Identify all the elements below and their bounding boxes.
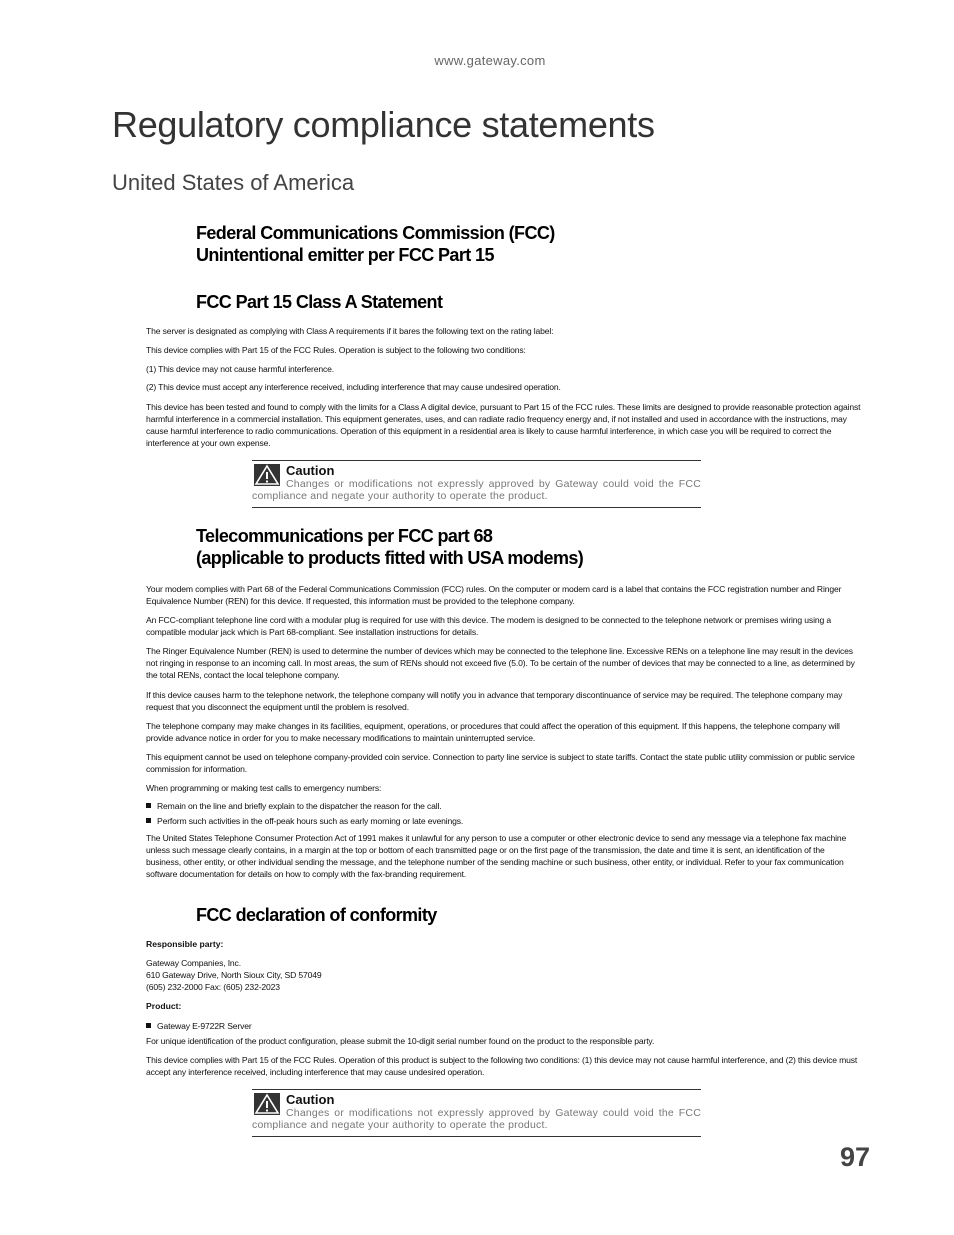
fcc15-heading-line2: Unintentional emitter per FCC Part 15 [196, 245, 494, 265]
fcc68-paragraph-8: The United States Telephone Consumer Protection Act of 1991 makes it unlawful for any person to use a computer or other electronic device to send any message via a telephone fax machine unless such message clearly contains, in a margin at the top or bottom of each transmitted page or on the first page of the transmission, the date and time it is sent, an identification of the business, other entity, or other individual sending the message, and the telephone number of the sending machine or such business, other entity, or individual. Refer to your fax communication software documentation for details on how to comply with the fax-branding requirement. [146, 833, 847, 879]
fcc68-paragraph-3: The Ringer Equivalence Number (REN) is used to determine the number of devices which may be connected to the telephone line. Excessive RENs on a telephone line may result in the devices not ringing in response to an incoming call. In most areas, the sum of RENs should not exceed five (5.0). To be certain of the number of devices that may be connected to a line, as determined by the total RENs, contact the local telephone company. [146, 646, 855, 680]
fcc15-paragraph-3: (1) This device may not cause harmful interference. [146, 364, 335, 374]
fcc68-paragraph-4: If this device causes harm to the telephone network, the telephone company will notify you in advance that temporary discontinuance of service may be required. The telephone company may request that you disconnect the equipment until the problem is resolved. [146, 690, 843, 712]
conformity-heading: FCC declaration of conformity [196, 905, 437, 925]
section-title: United States of America [112, 170, 355, 195]
caution-box [252, 1089, 701, 1137]
fcc15-heading [196, 222, 555, 266]
fcc68-heading [196, 525, 583, 569]
fcc15-paragraph-5: This device has been tested and found to comply with the limits for a Class A digital device, pursuant to Part 15 of the FCC rules. These limits are designed to provide reasonable protection against harmful interference in a commercial installation. This equipment generates, uses, and can radiate radio frequency energy and, if not installed and used in accordance with the instructions, may cause harmful interference to radio communications. Operation of this equipment in a residential area is likely to cause harmful interference, in which case you will be required to correct the interference at your own expense. [146, 402, 861, 448]
address-line-2: 610 Gateway Drive, North Sioux City, SD 57049 [146, 970, 322, 980]
site-url: www.gateway.com [434, 53, 546, 68]
page-number: 97 [840, 1142, 871, 1172]
list-item [146, 815, 463, 827]
address-line-1: Gateway Companies, Inc. [146, 958, 241, 968]
bullet-square-icon [146, 818, 151, 823]
bullet-square-icon [146, 803, 151, 808]
caution-text: Changes or modifications not expressly approved by Gateway could void the FCC compliance and negate your authority to operate the product. [252, 1107, 701, 1131]
fcc68-heading-line1: Telecommunications per FCC part 68 [196, 526, 493, 546]
page-title: Regulatory compliance statements [112, 104, 655, 145]
responsible-party-address [146, 957, 861, 993]
fcc68-paragraph-1: Your modem complies with Part 68 of the Federal Communications Commission (FCC) rules. On the computer or modem card is a label that contains the FCC registration number and Ringer Equivalence Number (REN) for this device. If requested, this information must be provided to the telephone company. [146, 584, 842, 606]
list-item [146, 1020, 252, 1032]
fcc15-heading-line1: Federal Communications Commission (FCC) [196, 223, 555, 243]
responsible-party-label: Responsible party: [146, 939, 224, 949]
fcc15-paragraph-4: (2) This device must accept any interference received, including interference that may cause undesired operation. [146, 382, 561, 392]
fcc15-paragraph-2: This device complies with Part 15 of the FCC Rules. Operation is subject to the following two conditions: [146, 345, 526, 355]
caution-title: Caution [286, 1092, 335, 1107]
caution-text: Changes or modifications not expressly approved by Gateway could void the FCC compliance and negate your authority to operate the product. [252, 478, 701, 502]
fcc68-heading-line2: (applicable to products fitted with USA modems) [196, 548, 584, 568]
product-label: Product: [146, 1001, 182, 1011]
conformity-paragraph-2: This device complies with Part 15 of the FCC Rules. Operation of this product is subject to the following two conditions: (1) this device may not cause harmful interference, and (2) this device must accept any interference received, including interference that may cause undesired operation. [146, 1055, 858, 1077]
caution-box [252, 460, 701, 508]
caution-title: Caution [286, 463, 335, 478]
fcc68-paragraph-6: This equipment cannot be used on telephone company-provided coin service. Connection to party line service is subject to state tariffs. Contact the state public utility commission or public service commission for information. [146, 752, 855, 774]
product-name: Gateway E-9722R Server [157, 1021, 252, 1031]
fcc68-paragraph-7: When programming or making test calls to emergency numbers: [146, 783, 382, 793]
fcc15-paragraph-1: The server is designated as complying with Class A requirements if it bares the following text on the rating label: [146, 326, 554, 336]
fcc68-paragraph-5: The telephone company may make changes in its facilities, equipment, operations, or procedures that could affect the operation of this equipment. If this happens, the telephone company will provide advance notice in order for you to make necessary modifications to maintain uninterrupted service. [146, 721, 840, 743]
address-line-3: (605) 232-2000 Fax: (605) 232-2023 [146, 982, 280, 992]
list-item [146, 800, 442, 812]
bullet-text: Perform such activities in the off-peak hours such as early morning or late evenings. [157, 816, 464, 826]
bullet-square-icon [146, 1023, 151, 1028]
conformity-paragraph-1: For unique identification of the product configuration, please submit the 10-digit serial number found on the product to the responsible party. [146, 1036, 655, 1046]
fcc68-paragraph-2: An FCC-compliant telephone line cord with a modular plug is required for use with this device. The modem is designed to be connected to the telephone network or premises wiring using a compatible modular jack which is Part 68-compliant. See installation instructions for details. [146, 615, 831, 637]
fcc15-subheading: FCC Part 15 Class A Statement [196, 292, 443, 312]
bullet-text: Remain on the line and briefly explain to the dispatcher the reason for the call. [157, 801, 442, 811]
